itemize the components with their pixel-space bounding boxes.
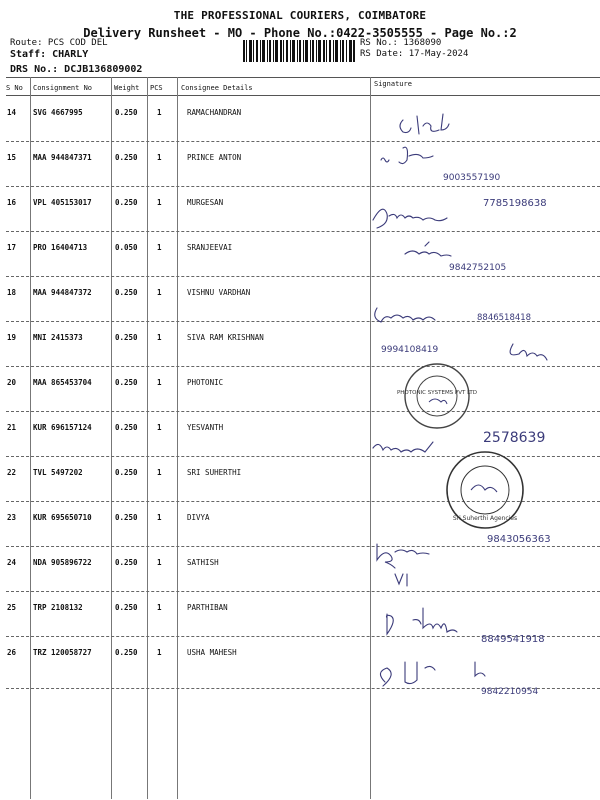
- row-consignee: PRINCE ANTON: [187, 153, 242, 162]
- svg-text:PHOTONIC SYSTEMS PVT LTD: PHOTONIC SYSTEMS PVT LTD: [396, 390, 478, 396]
- row-pcs: 1: [157, 558, 162, 567]
- row-consignee: MURGESAN: [187, 198, 224, 207]
- row-consignee: PARTHIBAN: [187, 603, 228, 612]
- row-weight: 0.250: [115, 198, 138, 207]
- drs-number: DRS No.: DCJB136809002: [10, 64, 143, 75]
- row-pcs: 1: [157, 333, 162, 342]
- row-consignment: NDA 905896722: [33, 558, 92, 567]
- barcode: [243, 40, 355, 62]
- handwritten-phone: 2578639: [483, 430, 546, 446]
- row-weight: 0.250: [115, 558, 138, 567]
- row-consignment: MAA 944847372: [33, 288, 92, 297]
- row-consignment: MAA 865453704: [33, 378, 92, 387]
- rs-date: RS Date: 17-May-2024: [360, 49, 469, 59]
- row-consignment: MNI 2415373: [33, 333, 83, 342]
- row-pcs: 1: [157, 288, 162, 297]
- row-consignment: KUR 696157124: [33, 423, 92, 432]
- row-consignment: TVL 5497202: [33, 468, 83, 477]
- row-weight: 0.250: [115, 333, 138, 342]
- row-consignee: DIVYA: [187, 513, 210, 522]
- row-sno: 20: [7, 378, 17, 387]
- row-sno: 26: [7, 648, 17, 657]
- row-pcs: 1: [157, 378, 162, 387]
- company-title: THE PROFESSIONAL COURIERS, COIMBATORE: [173, 9, 427, 22]
- col-header-weight: Weight: [114, 84, 140, 92]
- row-pcs: 1: [157, 243, 162, 252]
- row-sno: 14: [7, 108, 17, 117]
- handwritten-phone: 9994108419: [381, 345, 439, 355]
- row-consignment: SVG 4667995: [33, 108, 83, 117]
- row-pcs: 1: [157, 513, 162, 522]
- svg-text:Sri Suherthi Agencies: Sri Suherthi Agencies: [452, 515, 518, 522]
- row-consignee: VISHNU VARDHAN: [187, 288, 251, 297]
- row-consignment: MAA 944847371: [33, 153, 92, 162]
- handwritten-phone: 9842210954: [481, 687, 539, 697]
- row-consignee: YESVANTH: [187, 423, 224, 432]
- row-pcs: 1: [157, 423, 162, 432]
- row-consignee: PHOTONIC: [187, 378, 224, 387]
- table-top-rule: [6, 77, 600, 78]
- col-header-consignment: Consignment No: [33, 84, 93, 92]
- row-consignment: TRP 2108132: [33, 603, 83, 612]
- row-weight: 0.250: [115, 288, 138, 297]
- row-sno: 24: [7, 558, 17, 567]
- row-sno: 21: [7, 423, 17, 432]
- row-consignee: SRANJEEVAI: [187, 243, 233, 252]
- handwritten-phone: 8846518418: [477, 313, 532, 323]
- row-sno: 16: [7, 198, 17, 207]
- row-sno: 25: [7, 603, 17, 612]
- row-consignment: KUR 695650710: [33, 513, 92, 522]
- handwritten-phone: 8849541918: [481, 634, 545, 645]
- row-weight: 0.250: [115, 378, 138, 387]
- row-sno: 18: [7, 288, 17, 297]
- row-consignee: RAMACHANDRAN: [187, 108, 242, 117]
- row-consignment: PRO 16404713: [33, 243, 88, 252]
- row-weight: 0.250: [115, 603, 138, 612]
- row-sno: 17: [7, 243, 17, 252]
- handwritten-phone: 7785198638: [483, 198, 547, 209]
- staff-label: Staff: CHARLY: [10, 49, 89, 60]
- route-label: Route: PCS COD DEL: [10, 38, 108, 48]
- signature-overlay: [365, 96, 600, 706]
- row-sno: 22: [7, 468, 17, 477]
- row-consignee: SIVA RAM KRISHNAN: [187, 333, 264, 342]
- row-sno: 15: [7, 153, 17, 162]
- row-weight: 0.250: [115, 108, 138, 117]
- col-header-signature: Signature: [374, 80, 412, 88]
- row-pcs: 1: [157, 198, 162, 207]
- row-consignee: SATHISH: [187, 558, 219, 567]
- row-pcs: 1: [157, 468, 162, 477]
- col-header-sno: S No: [6, 84, 23, 92]
- row-weight: 0.250: [115, 423, 138, 432]
- col-header-consignee: Consignee Details: [181, 84, 253, 92]
- row-weight: 0.050: [115, 243, 138, 252]
- handwritten-phone: 9842752105: [449, 263, 507, 273]
- row-weight: 0.250: [115, 153, 138, 162]
- photonic-stamp: [397, 364, 477, 428]
- row-pcs: 1: [157, 153, 162, 162]
- agencies-stamp: [447, 452, 523, 528]
- row-pcs: 1: [157, 108, 162, 117]
- row-pcs: 1: [157, 603, 162, 612]
- row-weight: 0.250: [115, 648, 138, 657]
- row-consignment: VPL 405153017: [33, 198, 92, 207]
- row-weight: 0.250: [115, 513, 138, 522]
- row-consignee: SRI SUHERTHI: [187, 468, 242, 477]
- row-weight: 0.250: [115, 468, 138, 477]
- row-sno: 23: [7, 513, 17, 522]
- row-sno: 19: [7, 333, 17, 342]
- handwritten-phone: 9003557190: [443, 173, 501, 183]
- handwritten-phone: 9843056363: [487, 534, 551, 545]
- runsheet-title: Delivery Runsheet - MO - Phone No.:0422-3505555 - Page No.:2: [83, 26, 517, 40]
- col-header-pcs: PCS: [150, 84, 163, 92]
- row-consignment: TRZ 120058727: [33, 648, 92, 657]
- row-consignee: USHA MAHESH: [187, 648, 237, 657]
- row-pcs: 1: [157, 648, 162, 657]
- rs-number: RS No.: 1368090: [360, 38, 442, 48]
